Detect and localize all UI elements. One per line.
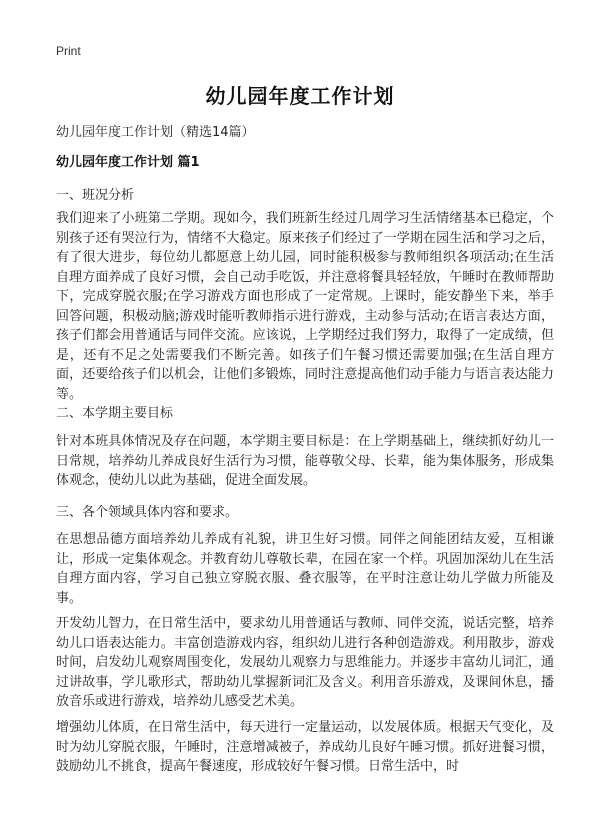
heading-domain-content: 三、各个领域具体内容和要求。 [56, 505, 239, 520]
paragraph-physical-health: 增强幼儿体质，在日常生活中，每天进行一定量运动，以发展体质。根据天气变化，及时为幼儿穿脱衣服，午睡时，注意增减被子，养成幼儿良好午睡习惯。抓好进餐习惯，鼓励幼儿不挑食，提高午餐速度，形成较好午餐习惯。日常生活中，时 [56, 720, 554, 774]
heading-main-goals: 二、本学期主要目标 [56, 406, 174, 421]
heading-class-analysis: 一、班况分析 [56, 188, 135, 203]
print-link[interactable]: Print [56, 44, 81, 58]
paragraph-main-goals: 针对本班具体情况及存在问题，本学期主要目标是：在上学期基础上，继续抓好幼儿一日常规，培养幼儿养成良好生活行为习惯，能尊敬父母、长辈，能为集体服务，形成集体观念，使幼儿以此为基础，促进全面发展。 [56, 434, 554, 488]
paragraph-moral-education: 在思想品德方面培养幼儿养成有礼貌，讲卫生好习惯。同伴之间能团结友爱，互相谦让，形成一定集体观念。并教育幼儿尊敬长辈，在园在家一个样。巩固加深幼儿在生活自理方面内容，学习自己独立穿脱衣服、叠衣服等，在平时注意让幼儿学做力所能及事。 [56, 532, 554, 606]
document-subtitle: 幼儿园年度工作计划（精选14篇） [56, 125, 255, 140]
section-title: 幼儿园年度工作计划 篇1 [56, 155, 200, 170]
paragraph-class-analysis: 我们迎来了小班第二学期。现如今，我们班新生经过几周学习生活情绪基本已稳定，个别孩子还有哭泣行为，情绪不大稳定。原来孩子们经过了一学期在园生活和学习之后，有了很大进步，每位幼儿都愿意上幼儿园，同时能积极参与教师组织各项活动;在生活自理方面养成了良好习惯，会自己动手吃饭，并注意将餐具轻轻放，午睡时在教师帮助下，完成穿脱衣服;在学习游戏方面也形成了一定常规。上课时，能安静坐下来，举手回答问题，积极动脑;游戏时能听教师指示进行游戏，主动参与活动;在语言表达方面，孩子们都会用普通话与同伴交流。应该说，上学期经过我们努力，取得了一定成绩，但是，还有不足之处需要我们不断完善。如孩子们午餐习惯还需要加强;在生活自理方面，还要给孩子们以机会，让他们多锻炼，同时注意提高他们动手能力与语言表达能力等。 [56, 211, 554, 402]
page-title: 幼儿园年度工作计划 [205, 84, 395, 108]
paragraph-intelligence: 开发幼儿智力，在日常生活中，要求幼儿用普通话与教师、同伴交流，说话完整，培养幼儿口语表达能力。丰富创造游戏内容，组织幼儿进行各种创造游戏。利用散步，游戏时间，启发幼儿观察周围变化，发展幼儿观察力与思维能力。并逐步丰富幼儿词汇，通过讲故事，学儿歌形式，帮助幼儿掌握新词汇及含义。利用音乐游戏，及课间休息，播放音乐或进行游戏，培养幼儿感受艺术美。 [56, 616, 554, 709]
